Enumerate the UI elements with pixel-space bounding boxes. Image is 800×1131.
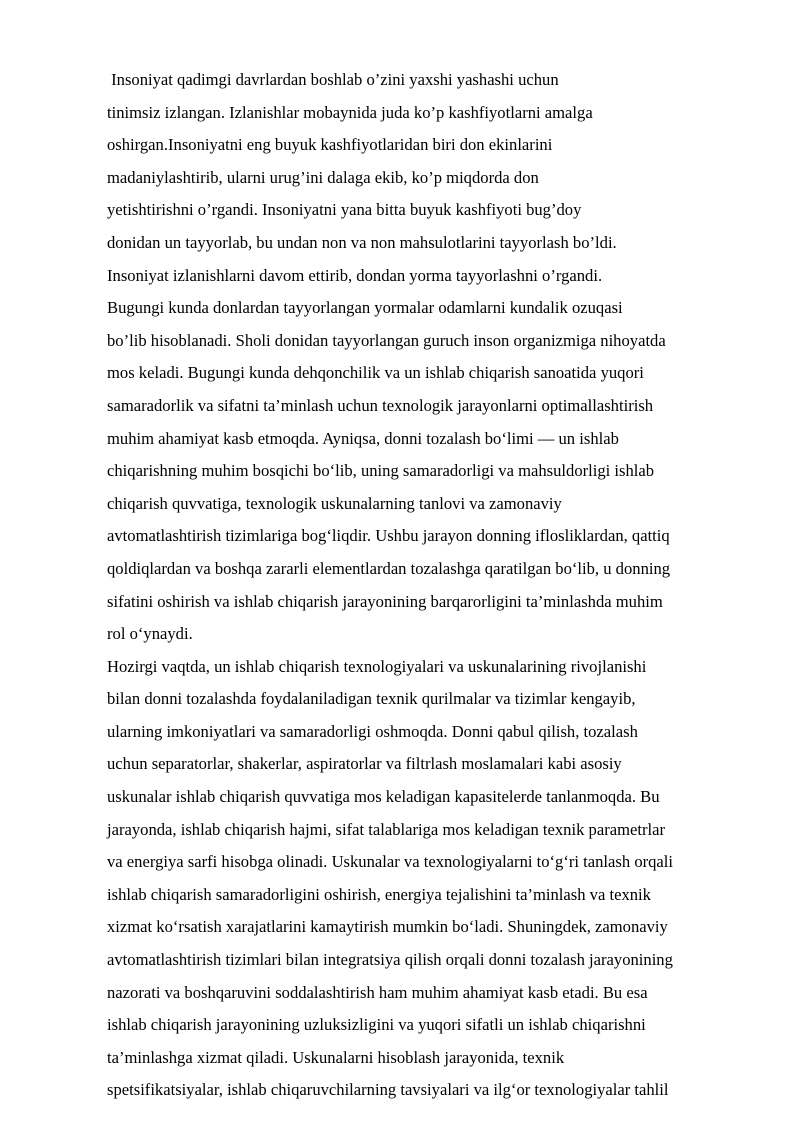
text-line: tinimsiz izlangan. Izlanishlar mobaynida juda ko’p kashfiyotlarni amalga: [107, 102, 593, 122]
text-line: ishlab chiqarish samaradorligini oshirish, energiya tejalishini ta’minlash va texnik: [107, 884, 651, 904]
text-line: avtomatlashtirish tizimlari bilan integratsiya qilish orqali donni tozalash jarayonining: [107, 950, 673, 970]
text-line: ularning imkoniyatlari va samaradorligi oshmoqda. Donni qabul qilish, tozalash: [107, 721, 638, 741]
text-line: qoldiqlardan va boshqa zararli elementlardan tozalashga qaratilgan bo‘lib, u donning: [107, 558, 671, 578]
text-line: bilan donni tozalashda foydalaniladigan texnik qurilmalar va tizimlar kengayib,: [107, 689, 636, 709]
text-line: Insoniyat qadimgi davrlardan boshlab o’zini yaxshi yashashi uchun: [107, 70, 559, 89]
text-line: xizmat ko‘rsatish xarajatlarini kamaytirish mumkin bo‘ladi. Shuningdek, zamonaviy: [107, 917, 668, 937]
text-line: madaniylashtirib, ularni urug’ini dalaga ekib, ko’p miqdorda don: [107, 167, 539, 187]
text-line: samaradorlik va sifatni ta’minlash uchun texnologik jarayonlarni optimallashtirish: [107, 395, 654, 415]
text-line: avtomatlashtirish tizimlariga bog‘liqdir. Ushbu jarayon donning ifloslikl​ardan, qattiq: [107, 526, 670, 546]
text-line: mos keladi. Bugungi kunda dehqonchilik va un ishlab chiqarish sanoatida yuqori: [107, 363, 644, 383]
text-line: chiqarish quvvatiga, texnologik uskunalarning tanlovi va zamonaviy: [107, 493, 562, 513]
text-line: ta’minlashga xizmat qiladi. Uskunalarni hisoblash jarayonida, texnik: [107, 1047, 565, 1067]
text-line: Hozirgi vaqtda, un ishlab chiqarish texnologiyalari va uskunalarining rivojlanishi: [107, 656, 647, 676]
text-line: Insoniyat izlanishlarni davom ettirib, dondan yorma tayyorlashni o’rgandi.: [107, 265, 603, 285]
text-line: spetsifikatsiyalar, ishlab chiqaruvchilarning tavsiyalari va ilg‘or texnologiyalar tahlil: [107, 1080, 669, 1100]
text-line: yetishtirishni o’rgandi. Insoniyatni yana bitta buyuk kashfiyoti bug’doy: [107, 200, 582, 220]
text-line: muhim ahamiyat kasb etmoqda. Ayniqsa, donni tozalash bo‘limi — un ishlab: [107, 428, 619, 448]
body-text: [107, 64, 757, 1107]
text-line: ishlab chiqarish jarayonining uzluksizligini va yuqori sifatli un ishlab chiqarishni: [107, 1015, 646, 1035]
text-line: Bugungi kunda donlardan tayyorlangan yormalar odamlarni kundalik ozuqasi: [107, 298, 623, 318]
text-line: donidan un tayyorlab, bu undan non va non mahsulotlarini tayyorlash bo’ldi.: [107, 232, 617, 252]
text-line: chiqarishning muhim bosqichi bo‘lib, uning samaradorligi va mahsuldorligi ishlab: [107, 461, 655, 481]
text-line: rol o‘ynaydi.: [107, 624, 193, 644]
text-line: sifatini oshirish va ishlab chiqarish jarayonining barqarorligini ta’minlashda muhim: [107, 591, 663, 611]
text-line: bo’lib hisoblanadi. Sholi donidan tayyorlangan guruch inson organizmiga nihoyatda: [107, 330, 666, 350]
text-line: uskunalar ishlab chiqarish quvvatiga mos keladigan kapasitelerde tanlanmoqda. Bu: [107, 787, 660, 807]
text-line: jarayonda, ishlab chiqarish hajmi, sifat talablariga mos keladigan texnik parametrlar: [107, 819, 665, 839]
text-line: nazorati va boshqaruvini soddalashtirish ham muhim ahamiyat kasb etadi. Bu esa: [107, 982, 648, 1002]
text-line: va energiya sarfi hisobga olinadi. Uskunalar va texnologiyalarni to‘g‘ri tanlash orqali: [107, 852, 674, 872]
text-line: uchun separatorlar, shakerlar, aspiratorlar va filtrlash moslamalari kabi asosiy: [107, 754, 622, 774]
text-line: oshirgan.Insoniyatni eng buyuk kashfiyotlaridan biri don ekinlarini: [107, 135, 553, 155]
